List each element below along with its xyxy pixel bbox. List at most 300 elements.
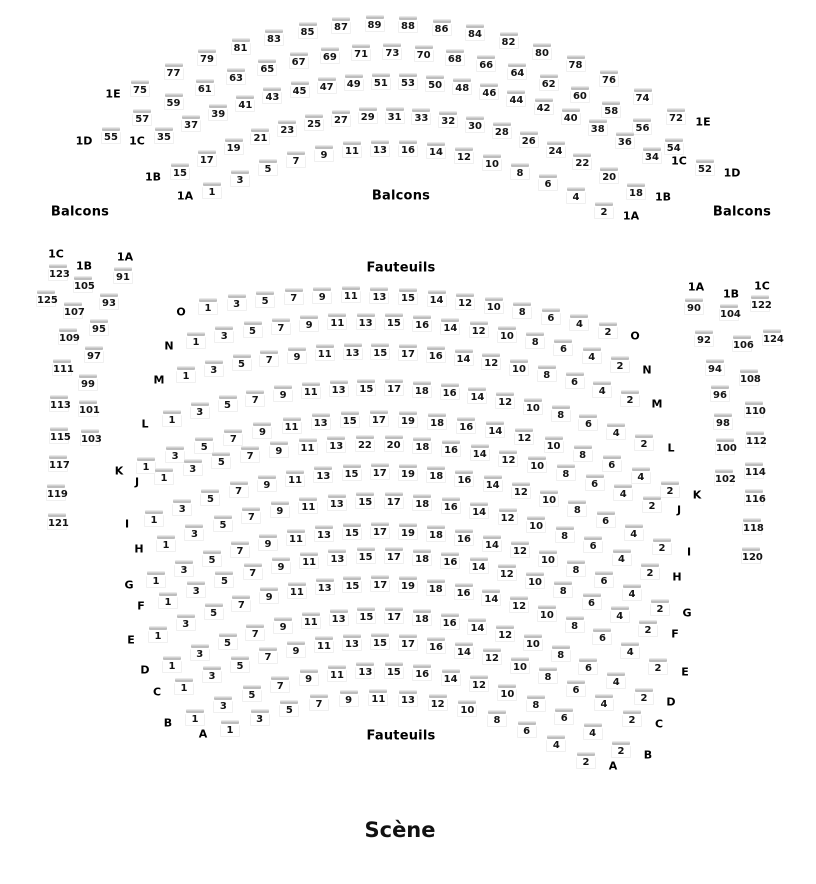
seat-C-9[interactable] — [286, 641, 306, 658]
seat-1A-right-96[interactable] — [710, 385, 730, 402]
seat-1C-43[interactable] — [262, 87, 282, 104]
seat-F-8[interactable] — [553, 581, 573, 598]
seat-L-4[interactable] — [606, 423, 626, 440]
seat-B-16[interactable] — [412, 664, 432, 681]
seat-G-6[interactable] — [594, 571, 614, 588]
seat-C-14[interactable] — [454, 642, 474, 659]
seat-C-2[interactable] — [622, 710, 642, 727]
seat-H-12[interactable] — [498, 508, 518, 525]
seat-A-2[interactable] — [576, 752, 596, 769]
seat-H-13[interactable] — [327, 494, 347, 511]
seat-C-1[interactable] — [174, 678, 194, 695]
seat-J-3[interactable] — [183, 459, 203, 476]
seat-I-8[interactable] — [567, 500, 587, 517]
seat-1B-right-114[interactable] — [744, 462, 764, 479]
seat-B-8[interactable] — [526, 695, 546, 712]
seat-E-2[interactable] — [648, 658, 668, 675]
seat-D-13[interactable] — [329, 609, 349, 626]
seat-C-16[interactable] — [426, 637, 446, 654]
seat-F-4[interactable] — [610, 606, 630, 623]
seat-1C-41[interactable] — [235, 95, 255, 112]
seat-1B-left-117[interactable] — [48, 455, 68, 472]
seat-L-16[interactable] — [440, 383, 460, 400]
seat-1E-85[interactable] — [298, 22, 318, 39]
seat-C-6[interactable] — [566, 680, 586, 697]
seat-1B-24[interactable] — [546, 141, 566, 158]
seat-1A-10[interactable] — [482, 154, 502, 171]
seat-N-14[interactable] — [440, 318, 460, 335]
seat-K-13[interactable] — [311, 413, 331, 430]
seat-G-2[interactable] — [650, 599, 670, 616]
seat-J-18[interactable] — [412, 437, 432, 454]
seat-G-15[interactable] — [342, 523, 362, 540]
seat-G-5[interactable] — [202, 550, 222, 567]
seat-1C-50[interactable] — [425, 75, 445, 92]
seat-B-12[interactable] — [469, 675, 489, 692]
seat-B-5[interactable] — [242, 685, 262, 702]
seat-M-4[interactable] — [592, 381, 612, 398]
seat-N-6[interactable] — [553, 339, 573, 356]
seat-J-14[interactable] — [470, 444, 490, 461]
seat-1E-78[interactable] — [566, 55, 586, 72]
seat-N-9[interactable] — [299, 315, 319, 332]
seat-1A-right-102[interactable] — [714, 469, 734, 486]
seat-M-15[interactable] — [370, 343, 390, 360]
seat-K-7[interactable] — [223, 429, 243, 446]
seat-I-14[interactable] — [483, 475, 503, 492]
seat-B-1[interactable] — [185, 709, 205, 726]
seat-1A-right-98[interactable] — [713, 413, 733, 430]
seat-D-5[interactable] — [218, 633, 238, 650]
seat-1D-56[interactable] — [632, 118, 652, 135]
seat-1B-left-121[interactable] — [47, 513, 67, 530]
seat-J-9[interactable] — [269, 441, 289, 458]
seat-1B-21[interactable] — [250, 128, 270, 145]
seat-1B-left-115[interactable] — [49, 427, 69, 444]
seat-1D-55[interactable] — [101, 127, 121, 144]
seat-L-2[interactable] — [634, 434, 654, 451]
seat-C-4[interactable] — [594, 694, 614, 711]
seat-A-8[interactable] — [487, 710, 507, 727]
seat-G-14[interactable] — [482, 535, 502, 552]
seat-1A-13[interactable] — [370, 140, 390, 157]
seat-C-11[interactable] — [314, 636, 334, 653]
seat-E-3[interactable] — [176, 614, 196, 631]
seat-O-15[interactable] — [398, 288, 418, 305]
seat-B-4[interactable] — [583, 723, 603, 740]
seat-N-8[interactable] — [525, 332, 545, 349]
seat-1D-57[interactable] — [132, 109, 152, 126]
seat-E-12[interactable] — [509, 596, 529, 613]
seat-A-4[interactable] — [546, 735, 566, 752]
seat-D-11[interactable] — [301, 612, 321, 629]
seat-I-19[interactable] — [398, 464, 418, 481]
seat-1D-60[interactable] — [570, 86, 590, 103]
seat-J-12[interactable] — [498, 450, 518, 467]
seat-1A-left-99[interactable] — [78, 374, 98, 391]
seat-H-4[interactable] — [612, 549, 632, 566]
seat-A-5[interactable] — [279, 700, 299, 717]
seat-B-10[interactable] — [497, 684, 517, 701]
seat-K-8[interactable] — [573, 445, 593, 462]
seat-M-8[interactable] — [537, 365, 557, 382]
seat-M-2[interactable] — [620, 390, 640, 407]
seat-L-13[interactable] — [329, 380, 349, 397]
seat-O-10[interactable] — [484, 297, 504, 314]
seat-1E-72[interactable] — [666, 108, 686, 125]
seat-1B-left-109[interactable] — [58, 328, 78, 345]
seat-A-9[interactable] — [339, 690, 359, 707]
seat-I-18[interactable] — [426, 466, 446, 483]
seat-O-12[interactable] — [455, 293, 475, 310]
seat-1A-left-95[interactable] — [89, 319, 109, 336]
seat-D-1[interactable] — [162, 656, 182, 673]
seat-E-18[interactable] — [426, 579, 446, 596]
seat-1C-left-125[interactable] — [36, 290, 56, 307]
seat-1B-left-119[interactable] — [46, 484, 66, 501]
seat-1A-1[interactable] — [202, 182, 222, 199]
seat-1D-54[interactable] — [664, 138, 684, 155]
seat-L-6[interactable] — [578, 414, 598, 431]
seat-1A-12[interactable] — [454, 147, 474, 164]
seat-C-5[interactable] — [230, 656, 250, 673]
seat-1A-3[interactable] — [230, 170, 250, 187]
seat-G-10[interactable] — [538, 550, 558, 567]
seat-B-13[interactable] — [355, 662, 375, 679]
seat-B-2[interactable] — [611, 741, 631, 758]
seat-1C-48[interactable] — [452, 78, 472, 95]
seat-N-3[interactable] — [214, 326, 234, 343]
seat-I-17[interactable] — [370, 463, 390, 480]
seat-H-6[interactable] — [583, 536, 603, 553]
seat-M-16[interactable] — [426, 346, 446, 363]
seat-D-17[interactable] — [384, 607, 404, 624]
seat-E-6[interactable] — [592, 628, 612, 645]
seat-D-2[interactable] — [634, 688, 654, 705]
seat-E-1[interactable] — [148, 626, 168, 643]
seat-B-7[interactable] — [270, 676, 290, 693]
seat-1B-right-116[interactable] — [744, 489, 764, 506]
seat-1E-76[interactable] — [599, 70, 619, 87]
seat-O-2[interactable] — [598, 322, 618, 339]
seat-N-10[interactable] — [497, 326, 517, 343]
seat-F-12[interactable] — [497, 564, 517, 581]
seat-C-7[interactable] — [258, 647, 278, 664]
seat-A-12[interactable] — [428, 694, 448, 711]
seat-F-1[interactable] — [158, 592, 178, 609]
seat-E-10[interactable] — [537, 605, 557, 622]
seat-A-3[interactable] — [250, 709, 270, 726]
seat-L-15[interactable] — [356, 379, 376, 396]
seat-J-22[interactable] — [355, 435, 375, 452]
seat-K-12[interactable] — [514, 428, 534, 445]
seat-J-8[interactable] — [556, 464, 576, 481]
seat-1E-74[interactable] — [633, 88, 653, 105]
seat-L-18[interactable] — [412, 381, 432, 398]
seat-A-1[interactable] — [220, 720, 240, 737]
seat-1C-34[interactable] — [642, 147, 662, 164]
seat-L-11[interactable] — [301, 382, 321, 399]
seat-I-3[interactable] — [172, 499, 192, 516]
seat-1B-right-108[interactable] — [739, 369, 759, 386]
seat-C-13[interactable] — [342, 634, 362, 651]
seat-1E-75[interactable] — [130, 80, 150, 97]
seat-J-6[interactable] — [585, 474, 605, 491]
seat-D-8[interactable] — [551, 645, 571, 662]
seat-M-11[interactable] — [315, 344, 335, 361]
seat-1E-80[interactable] — [532, 43, 552, 60]
seat-G-7[interactable] — [230, 541, 250, 558]
seat-1C-38[interactable] — [588, 119, 608, 136]
seat-C-12[interactable] — [482, 648, 502, 665]
seat-F-7[interactable] — [243, 563, 263, 580]
seat-E-16[interactable] — [454, 583, 474, 600]
seat-O-13[interactable] — [369, 287, 389, 304]
seat-1A-2[interactable] — [594, 202, 614, 219]
seat-J-1[interactable] — [154, 468, 174, 485]
seat-1A-right-92[interactable] — [694, 330, 714, 347]
seat-G-12[interactable] — [510, 541, 530, 558]
seat-1C-51[interactable] — [371, 73, 391, 90]
seat-I-16[interactable] — [454, 470, 474, 487]
seat-D-16[interactable] — [440, 613, 460, 630]
seat-K-14[interactable] — [485, 421, 505, 438]
seat-C-17[interactable] — [398, 634, 418, 651]
seat-1E-87[interactable] — [331, 17, 351, 34]
seat-1A-8[interactable] — [510, 163, 530, 180]
seat-1B-23[interactable] — [277, 120, 297, 137]
seat-H-7[interactable] — [241, 507, 261, 524]
seat-N-12[interactable] — [469, 321, 489, 338]
seat-C-10[interactable] — [510, 657, 530, 674]
seat-1E-83[interactable] — [264, 29, 284, 46]
seat-D-6[interactable] — [578, 658, 598, 675]
seat-1B-left-113[interactable] — [49, 395, 69, 412]
seat-J-2[interactable] — [642, 496, 662, 513]
seat-H-11[interactable] — [298, 497, 318, 514]
seat-K-11[interactable] — [282, 417, 302, 434]
seat-I-1[interactable] — [144, 510, 164, 527]
seat-H-8[interactable] — [555, 526, 575, 543]
seat-M-9[interactable] — [287, 347, 307, 364]
seat-E-9[interactable] — [259, 587, 279, 604]
seat-M-7[interactable] — [259, 350, 279, 367]
seat-1B-20[interactable] — [599, 167, 619, 184]
seat-K-19[interactable] — [398, 411, 418, 428]
seat-1D-67[interactable] — [289, 52, 309, 69]
seat-B-14[interactable] — [441, 669, 461, 686]
seat-1C-42[interactable] — [534, 98, 554, 115]
seat-1D-73[interactable] — [382, 43, 402, 60]
seat-1D-63[interactable] — [226, 68, 246, 85]
seat-1C-44[interactable] — [506, 90, 526, 107]
seat-K-1[interactable] — [136, 457, 156, 474]
seat-G-3[interactable] — [174, 560, 194, 577]
seat-1C-49[interactable] — [344, 74, 364, 91]
seat-F-11[interactable] — [299, 552, 319, 569]
seat-1B-right-118[interactable] — [742, 518, 762, 535]
seat-C-8[interactable] — [538, 667, 558, 684]
seat-D-10[interactable] — [523, 634, 543, 651]
seat-G-19[interactable] — [398, 523, 418, 540]
seat-M-1[interactable] — [176, 366, 196, 383]
seat-M-5[interactable] — [232, 354, 252, 371]
seat-E-11[interactable] — [287, 582, 307, 599]
seat-1C-right-122[interactable] — [750, 295, 770, 312]
seat-J-5[interactable] — [211, 452, 231, 469]
seat-1B-18[interactable] — [626, 183, 646, 200]
seat-J-4[interactable] — [613, 484, 633, 501]
seat-N-5[interactable] — [243, 321, 263, 338]
seat-K-6[interactable] — [602, 455, 622, 472]
seat-I-15[interactable] — [342, 464, 362, 481]
seat-1D-69[interactable] — [320, 47, 340, 64]
seat-A-7[interactable] — [309, 694, 329, 711]
seat-1C-47[interactable] — [317, 77, 337, 94]
seat-H-18[interactable] — [412, 494, 432, 511]
seat-1D-65[interactable] — [257, 59, 277, 76]
seat-1D-71[interactable] — [351, 44, 371, 61]
seat-H-10[interactable] — [526, 516, 546, 533]
seat-1E-88[interactable] — [398, 16, 418, 33]
seat-1E-89[interactable] — [365, 15, 385, 32]
seat-E-8[interactable] — [565, 616, 585, 633]
seat-A-11[interactable] — [368, 689, 388, 706]
seat-E-7[interactable] — [231, 595, 251, 612]
seat-1A-right-90[interactable] — [684, 298, 704, 315]
seat-H-16[interactable] — [441, 497, 461, 514]
seat-1D-62[interactable] — [539, 74, 559, 91]
seat-O-5[interactable] — [255, 291, 275, 308]
seat-N-15[interactable] — [384, 313, 404, 330]
seat-H-1[interactable] — [156, 535, 176, 552]
seat-1E-77[interactable] — [164, 63, 184, 80]
seat-1B-right-106[interactable] — [732, 335, 752, 352]
seat-1E-86[interactable] — [432, 19, 452, 36]
seat-1D-59[interactable] — [164, 93, 184, 110]
seat-J-20[interactable] — [384, 435, 404, 452]
seat-1B-28[interactable] — [492, 122, 512, 139]
seat-1B-15[interactable] — [170, 163, 190, 180]
seat-1D-61[interactable] — [195, 79, 215, 96]
seat-1B-right-120[interactable] — [741, 547, 761, 564]
seat-G-11[interactable] — [286, 529, 306, 546]
seat-I-11[interactable] — [285, 470, 305, 487]
seat-H-3[interactable] — [184, 524, 204, 541]
seat-G-4[interactable] — [622, 584, 642, 601]
seat-O-14[interactable] — [427, 290, 447, 307]
seat-1B-right-112[interactable] — [745, 431, 765, 448]
seat-1A-left-93[interactable] — [99, 293, 119, 310]
seat-D-12[interactable] — [495, 625, 515, 642]
seat-1D-52[interactable] — [695, 159, 715, 176]
seat-K-2[interactable] — [660, 481, 680, 498]
seat-1C-right-124[interactable] — [762, 329, 782, 346]
seat-1B-17[interactable] — [197, 150, 217, 167]
seat-K-5[interactable] — [194, 437, 214, 454]
seat-L-1[interactable] — [162, 410, 182, 427]
seat-1B-left-105[interactable] — [73, 276, 93, 293]
seat-1A-11[interactable] — [342, 141, 362, 158]
seat-1E-79[interactable] — [197, 49, 217, 66]
seat-D-18[interactable] — [412, 609, 432, 626]
seat-1E-82[interactable] — [499, 32, 519, 49]
seat-D-4[interactable] — [606, 672, 626, 689]
seat-M-13[interactable] — [343, 343, 363, 360]
seat-1B-33[interactable] — [411, 108, 431, 125]
seat-G-13[interactable] — [314, 525, 334, 542]
seat-K-9[interactable] — [252, 422, 272, 439]
seat-G-16[interactable] — [454, 529, 474, 546]
seat-1A-left-91[interactable] — [113, 267, 133, 284]
seat-O-9[interactable] — [312, 287, 332, 304]
seat-1C-53[interactable] — [398, 73, 418, 90]
seat-1D-68[interactable] — [445, 49, 465, 66]
seat-N-7[interactable] — [271, 318, 291, 335]
seat-K-15[interactable] — [340, 411, 360, 428]
seat-1B-26[interactable] — [519, 131, 539, 148]
seat-D-14[interactable] — [467, 618, 487, 635]
seat-1C-37[interactable] — [181, 115, 201, 132]
seat-E-14[interactable] — [481, 589, 501, 606]
seat-1A-left-101[interactable] — [78, 400, 98, 417]
seat-J-13[interactable] — [326, 436, 346, 453]
seat-1C-40[interactable] — [561, 108, 581, 125]
seat-1D-58[interactable] — [601, 101, 621, 118]
seat-1A-right-100[interactable] — [715, 438, 735, 455]
seat-L-12[interactable] — [495, 392, 515, 409]
seat-1C-36[interactable] — [615, 132, 635, 149]
seat-B-11[interactable] — [327, 665, 347, 682]
seat-1B-29[interactable] — [358, 107, 378, 124]
seat-1A-16[interactable] — [398, 140, 418, 157]
seat-M-3[interactable] — [204, 360, 224, 377]
seat-K-17[interactable] — [369, 410, 389, 427]
seat-K-10[interactable] — [544, 436, 564, 453]
seat-I-13[interactable] — [313, 466, 333, 483]
seat-K-4[interactable] — [631, 467, 651, 484]
seat-N-1[interactable] — [186, 332, 206, 349]
seat-D-7[interactable] — [245, 624, 265, 641]
seat-E-4[interactable] — [620, 642, 640, 659]
seat-1B-27[interactable] — [331, 110, 351, 127]
seat-J-10[interactable] — [527, 456, 547, 473]
seat-F-17[interactable] — [384, 547, 404, 564]
seat-I-12[interactable] — [511, 482, 531, 499]
seat-E-13[interactable] — [315, 578, 335, 595]
seat-I-9[interactable] — [257, 475, 277, 492]
seat-1B-left-111[interactable] — [52, 359, 72, 376]
seat-I-4[interactable] — [624, 524, 644, 541]
seat-1C-39[interactable] — [208, 104, 228, 121]
seat-F-6[interactable] — [582, 593, 602, 610]
seat-F-10[interactable] — [525, 572, 545, 589]
seat-N-16[interactable] — [412, 315, 432, 332]
seat-1A-14[interactable] — [426, 142, 446, 159]
seat-1A-left-103[interactable] — [80, 429, 100, 446]
seat-L-5[interactable] — [218, 395, 238, 412]
seat-H-2[interactable] — [640, 563, 660, 580]
seat-H-9[interactable] — [270, 501, 290, 518]
seat-J-7[interactable] — [240, 446, 260, 463]
seat-1B-25[interactable] — [304, 114, 324, 131]
seat-1C-46[interactable] — [479, 83, 499, 100]
seat-I-2[interactable] — [652, 538, 672, 555]
seat-H-5[interactable] — [213, 515, 233, 532]
seat-1B-30[interactable] — [465, 116, 485, 133]
seat-1C-45[interactable] — [290, 81, 310, 98]
seat-1A-7[interactable] — [286, 151, 306, 168]
